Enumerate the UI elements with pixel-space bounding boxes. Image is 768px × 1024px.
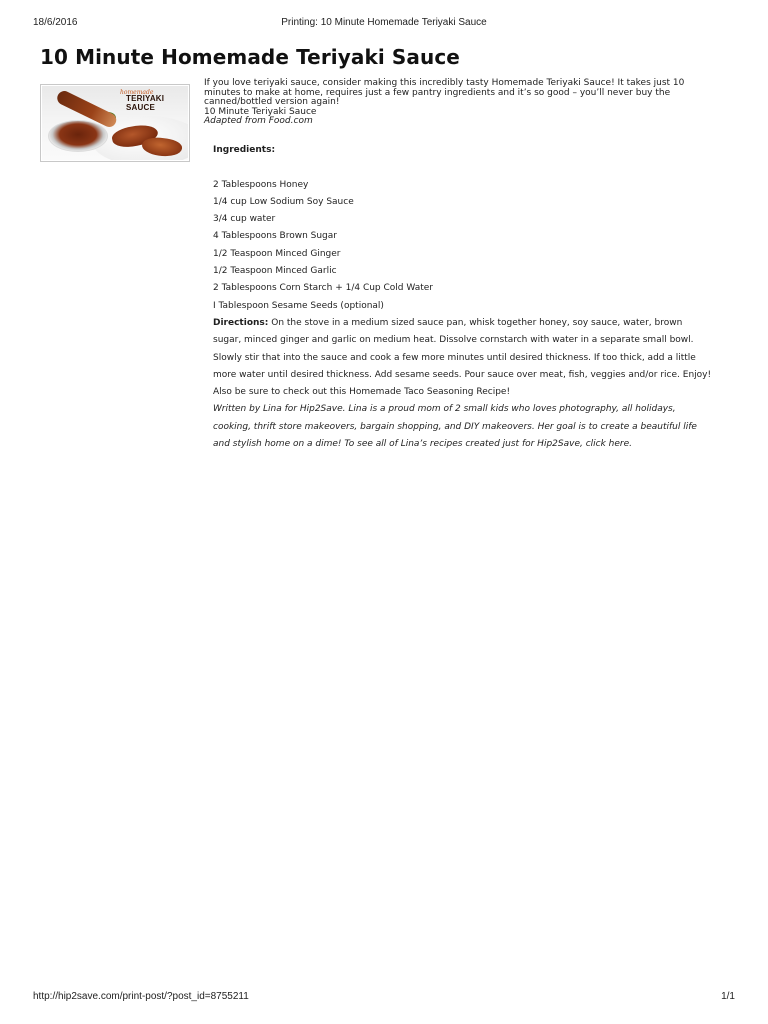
print-url: http://hip2save.com/print-post/?post_id=8755211	[33, 991, 249, 1002]
print-page-title: Printing: 10 Minute Homemade Teriyaki Sauce	[281, 17, 487, 28]
sauce-bowl-shape	[48, 120, 108, 152]
intro-paragraph: If you love teriyaki sauce, consider making this incredibly tasty Homemade Teriyaki Sauce! It takes just 10 minutes to make at home, requires just a few pantry ingredients and it’s so good – you’ll never buy the canned/bottled version again!	[204, 78, 685, 107]
ingredient-item: 2 Tablespoons Honey	[213, 179, 309, 190]
teriyaki-photo	[42, 86, 188, 160]
ingredient-item: 1/2 Teaspoon Minced Ginger	[213, 248, 341, 259]
directions-text: On the stove in a medium sized sauce pan, whisk together honey, soy sauce, water, brown sugar, minced ginger and garlic on medium heat. Dissolve cornstarch with water in a separate small bowl. Slowly stir that into the sauce and cook a few more minutes until desired thickness. If too thick, add a little more water until desired thickness. Add sesame seeds. Pour sauce over meat, fish, veggies and/or rice. Enjoy!	[213, 317, 712, 380]
directions-label: Directions:	[213, 317, 269, 328]
ingredient-item: 1/2 Teaspoon Minced Garlic	[213, 266, 337, 277]
ingredient-item: 1/4 cup Low Sodium Soy Sauce	[213, 196, 354, 207]
taco-seasoning-link[interactable]: Also be sure to check out this Homemade Taco Seasoning Recipe!	[213, 387, 511, 398]
ingredients-list	[213, 177, 713, 315]
recipe-content	[213, 142, 713, 453]
page-number: 1/1	[721, 991, 735, 1002]
print-footer	[33, 991, 735, 1005]
photo-overlay-title-text: TERIYAKI SAUCE	[126, 94, 165, 112]
adapted-from-link[interactable]: Adapted from Food.com	[204, 116, 313, 126]
author-note: Written by Lina for Hip2Save. Lina is a proud mom of 2 small kids who loves photography, all holidays, cooking, thrift store makeovers, bargain shopping, and DIY makeovers. Her goal is to create a beautiful life and stylish home on a dime! To see all of Lina’s recipes created just for Hip2Save, click here.	[213, 404, 697, 450]
ingredient-item: 2 Tablespoons Corn Starch + 1/4 Cup Cold Water	[213, 283, 433, 294]
recipe-name: 10 Minute Teriyaki Sauce	[204, 106, 317, 117]
post-thumbnail	[40, 84, 190, 162]
print-header	[33, 17, 735, 31]
ingredients-heading: Ingredients:	[213, 145, 276, 155]
photo-overlay-small-text: homemade	[120, 89, 154, 96]
post-intro	[204, 79, 714, 127]
print-date: 18/6/2016	[33, 17, 78, 28]
ingredient-item: 3/4 cup water	[213, 214, 276, 225]
ingredient-item: 4 Tablespoons Brown Sugar	[213, 231, 337, 242]
ingredient-item: I Tablespoon Sesame Seeds (optional)	[213, 300, 384, 311]
post-title: 10 Minute Homemade Teriyaki Sauce	[40, 45, 460, 69]
directions-paragraph	[213, 315, 713, 384]
